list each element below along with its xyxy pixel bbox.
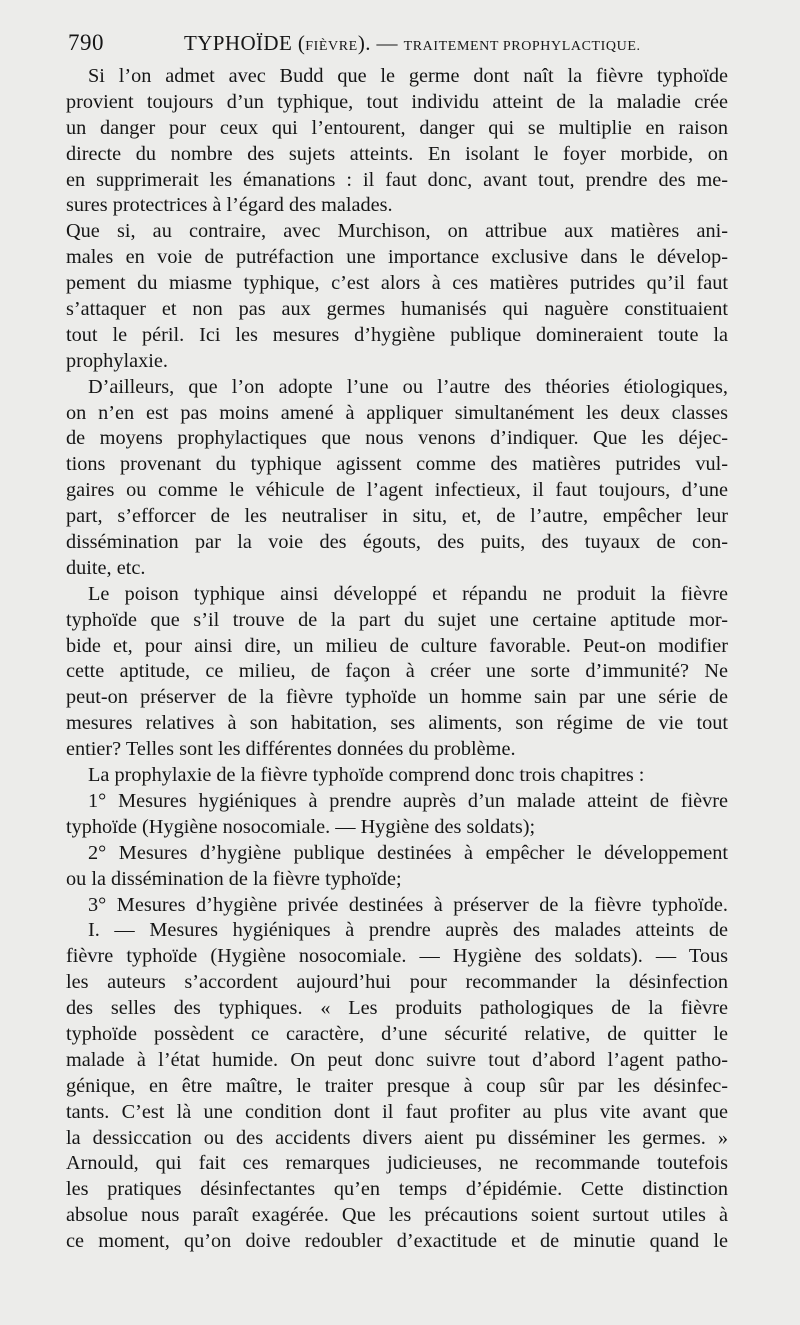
text-line: ou la dissémination de la fièvre typhoïde; (66, 867, 402, 890)
text-line: sures protectrices à l’égard des malades. (66, 194, 393, 217)
text-line: peut-on préserver de la fièvre typhoïde un homme sain par une série de (66, 686, 728, 709)
running-title-smallcaps: FIÈVRE (305, 39, 358, 54)
text-line: les auteurs s’accordent aujourd’hui pour recommander la désinfection (66, 971, 728, 994)
text-line: des selles des typhiques. « Les produits pathologiques de la fièvre (66, 997, 728, 1020)
text-line: provient toujours d’un typhique, tout individu atteint de la maladie crée (66, 90, 728, 113)
text-line: males en voie de putréfaction une importance exclusive dans le dévelop- (66, 246, 728, 269)
running-title (184, 31, 641, 56)
text-line: part, s’efforcer de les neutraliser in situ, et, de l’autre, empêcher leur (66, 505, 728, 528)
text-line: Que si, au contraire, avec Murchison, on attribue aux matières ani- (66, 220, 728, 243)
text-line: I. — Mesures hygiéniques à prendre auprès des malades atteints de (88, 919, 728, 942)
text-line: fièvre typhoïde (Hygiène nosocomiale. — Hygiène des soldats). — Tous (66, 945, 728, 968)
text-line: la dessiccation ou des accidents divers aient pu disséminer les germes. » (66, 1126, 728, 1149)
text-line: duite, etc. (66, 556, 146, 579)
running-title-dash: — (370, 31, 404, 55)
text-line: D’ailleurs, que l’on adopte l’une ou l’autre des théories étiologiques, (88, 375, 728, 398)
text-line: 1° Mesures hygiéniques à prendre auprès d’un malade atteint de fièvre (88, 789, 728, 812)
text-line: les pratiques désinfectantes qu’en temps d’épidémie. Cette distinction (66, 1178, 728, 1201)
text-line: Si l’on admet avec Budd que le germe dont naît la fièvre typhoïde (88, 65, 728, 87)
text-line: bide et, pour ainsi dire, un milieu de culture favorable. Peut-on modifier (66, 634, 728, 657)
text-line: tout le péril. Ici les mesures d’hygiène publique domineraient toute la (66, 323, 728, 346)
text-line: de moyens prophylactiques que nous venons d’indiquer. Que les déjec- (66, 427, 728, 450)
running-header (66, 30, 728, 56)
text-line: 3° Mesures d’hygiène privée destinées à préserver de la fièvre typhoïde. (88, 893, 728, 916)
text-line: prophylaxie. (66, 349, 168, 372)
text-line: gaires ou comme le véhicule de l’agent infectieux, il faut toujours, d’une (66, 479, 728, 502)
page-number: 790 (68, 30, 104, 55)
text-line: Le poison typhique ainsi développé et répandu ne produit la fièvre (88, 582, 728, 605)
text-line: directe du nombre des sujets atteints. En isolant le foyer morbide, on (66, 142, 728, 165)
running-title-section: TRAITEMENT PROPHYLACTIQUE. (403, 39, 641, 54)
body-text (66, 64, 728, 1255)
text-line: un danger pour ceux qui l’entourent, danger qui se multiplie en raison (66, 116, 728, 139)
text-line: Arnould, qui fait ces remarques judicieuses, ne recommande toutefois (66, 1152, 728, 1175)
text-line: génique, en être maître, le traiter presque à coup sûr par les désinfec- (66, 1074, 728, 1097)
text-line: absolue nous paraît exagérée. Que les précautions soient surtout utiles à (66, 1204, 728, 1227)
text-line: 2° Mesures d’hygiène publique destinées à empêcher le développement (88, 841, 728, 864)
running-title-main: TYPHOÏDE ( (184, 31, 306, 55)
text-line: tants. C’est là une condition dont il faut profiter au plus vite avant que (66, 1100, 728, 1123)
text-line: malade à l’état humide. On peut donc suivre tout d’abord l’agent patho- (66, 1048, 728, 1071)
text-line: typhoïde que s’il trouve de la part du sujet une certaine aptitude mor- (66, 608, 728, 631)
text-line: on n’en est pas moins amené à appliquer simultanément les deux classes (66, 401, 728, 424)
text-line: en supprimerait les émanations : il faut donc, avant tout, prendre des me- (66, 168, 728, 191)
text-line: entier? Telles sont les différentes données du problème. (66, 738, 516, 761)
text-line: tions provenant du typhique agissent comme des matières putrides vul- (66, 453, 728, 476)
text-line: pement du miasme typhique, c’est alors à ces matières putrides qu’il faut (66, 272, 728, 295)
text-line: typhoïde possèdent ce caractère, d’une sécurité relative, de quitter le (66, 1022, 728, 1045)
text-line: La prophylaxie de la fièvre typhoïde comprend donc trois chapitres : (88, 764, 645, 787)
text-line: s’attaquer et non pas aux germes humanisés qui naguère constituaient (66, 298, 728, 321)
text-line: mesures relatives à son habitation, ses aliments, son régime de vie tout (66, 712, 728, 735)
running-title-close: ). (357, 31, 371, 55)
text-line: cette aptitude, ce milieu, de façon à créer une sorte d’immunité? Ne (66, 660, 728, 683)
text-line: ce moment, qu’on doive redoubler d’exactitude et de minutie quand le (66, 1230, 728, 1253)
text-line: dissémination par la voie des égouts, des puits, des tuyaux de con- (66, 531, 728, 554)
text-line: typhoïde (Hygiène nosocomiale. — Hygiène des soldats); (66, 815, 536, 838)
